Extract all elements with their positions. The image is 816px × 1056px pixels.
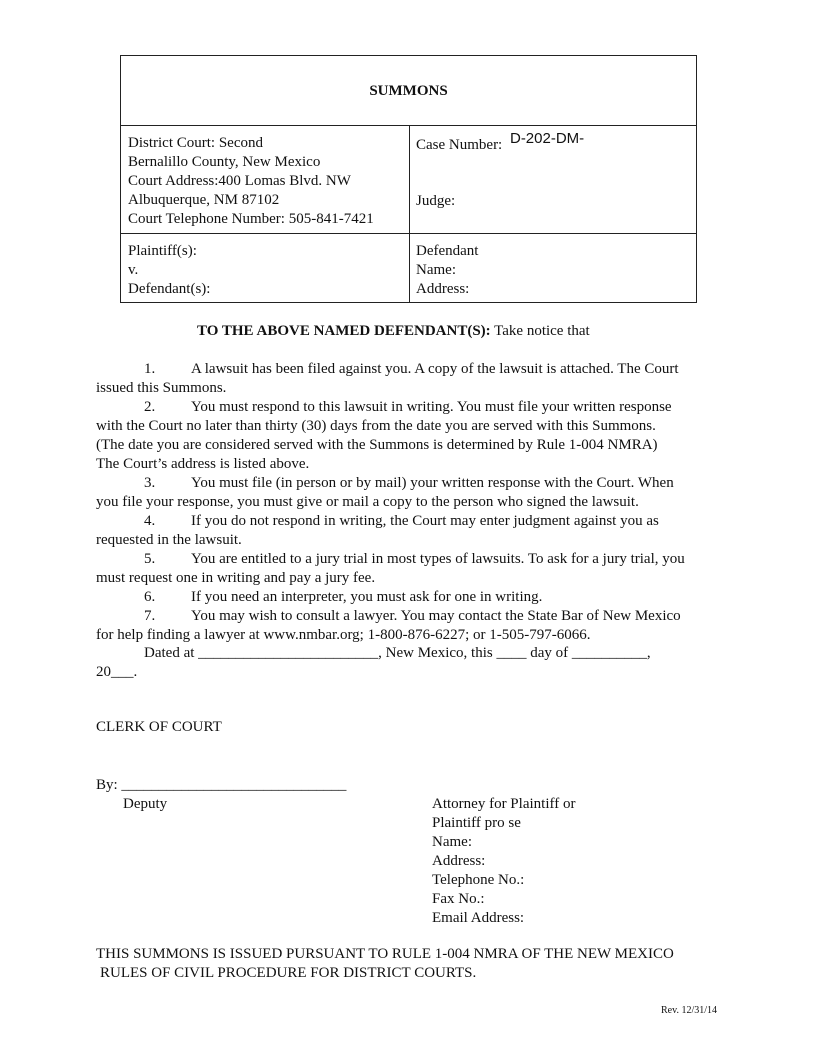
item-text-continued: (The date you are considered served with the Summons is determined by Rule 1-004 NMRA) <box>96 437 658 453</box>
deputy-label: Deputy <box>123 796 168 812</box>
case-number-row <box>416 130 585 155</box>
notice-item <box>96 607 726 626</box>
court-telephone: Court Telephone Number: 505-841-7421 <box>128 211 374 227</box>
versus-label: v. <box>128 262 139 278</box>
signature-line: By: ______________________________ <box>96 777 347 793</box>
item-number: 6. <box>144 589 156 605</box>
defendant-name-label: Name: <box>416 262 456 278</box>
item-text-continued: you file your response, you must give or mail a copy to the person who signed the lawsuit. <box>96 494 639 510</box>
attorney-telephone-label: Telephone No.: <box>432 872 525 888</box>
attorney-name-label: Name: <box>432 834 472 850</box>
court-county: Bernalillo County, New Mexico <box>128 154 321 170</box>
item-text-continued: issued this Summons. <box>96 380 227 396</box>
footer-line2: RULES OF CIVIL PROCEDURE FOR DISTRICT COURTS. <box>100 965 477 981</box>
notice-item <box>96 550 726 569</box>
court-info <box>128 134 374 229</box>
item-text: You may wish to consult a lawyer. You may contact the State Bar of New Mexico <box>191 608 681 624</box>
notice-item <box>96 588 726 607</box>
defendant-label: Defendant <box>416 243 479 259</box>
court-city: Albuquerque, NM 87102 <box>128 192 280 208</box>
notice-item <box>96 360 726 379</box>
footer-line1: THIS SUMMONS IS ISSUED PURSUANT TO RULE 1-004 NMRA OF THE NEW MEXICO <box>96 946 674 962</box>
dated-line: Dated at ________________________, New Mexico, this ____ day of __________, <box>144 645 651 661</box>
revision-date: Rev. 12/31/14 <box>661 1005 718 1016</box>
case-number-label: Case Number: <box>416 137 503 153</box>
notice-item <box>96 398 726 417</box>
notice-heading-rest: Take notice that <box>490 323 590 339</box>
item-number: 4. <box>144 513 156 529</box>
attorney-line2: Plaintiff pro se <box>432 815 521 831</box>
item-text: A lawsuit has been filed against you. A copy of the lawsuit is attached. The Court <box>191 361 679 377</box>
attorney-email-label: Email Address: <box>432 910 525 926</box>
notice-item <box>96 512 726 531</box>
item-number: 2. <box>144 399 156 415</box>
case-number-value: D-202-DM- <box>509 130 585 147</box>
clerk-title: CLERK OF COURT <box>96 719 222 735</box>
item-text-continued: for help finding a lawyer at www.nmbar.org; 1-800-876-6227; or 1-505-797-6066. <box>96 627 591 643</box>
item-number: 1. <box>144 361 156 377</box>
footer-statement <box>96 945 674 983</box>
item-text-continued: with the Court no later than thirty (30) days from the date you are served with this Summons. <box>96 418 656 434</box>
attorney-address-label: Address: <box>432 853 486 869</box>
item-text-continued: must request one in writing and pay a jury fee. <box>96 570 376 586</box>
item-text: You are entitled to a jury trial in most types of lawsuits. To ask for a jury trial, you <box>191 551 685 567</box>
defendant-cell <box>416 242 478 299</box>
attorney-block <box>432 795 575 928</box>
item-text: You must file (in person or by mail) your written response with the Court. When <box>191 475 674 491</box>
item-number: 7. <box>144 608 156 624</box>
attorney-line1: Attorney for Plaintiff or <box>432 796 576 812</box>
court-name: District Court: Second <box>128 135 263 151</box>
notice-items <box>96 360 726 645</box>
item-text-continued: requested in the lawsuit. <box>96 532 242 548</box>
court-address: Court Address:400 Lomas Blvd. NW <box>128 173 351 189</box>
defendant-address-label: Address: <box>416 281 470 297</box>
defendants-label: Defendant(s): <box>128 281 211 297</box>
item-text-continued: The Court’s address is listed above. <box>96 456 310 472</box>
document-title: SUMMONS <box>369 83 448 99</box>
dated-year: 20___. <box>96 664 138 680</box>
notice-heading-bold: TO THE ABOVE NAMED DEFENDANT(S): <box>197 323 491 339</box>
item-text: If you do not respond in writing, the Court may enter judgment against you as <box>191 513 659 529</box>
notice-item <box>96 474 726 493</box>
attorney-fax-label: Fax No.: <box>432 891 485 907</box>
dated-block <box>96 644 726 682</box>
judge-label: Judge: <box>416 193 456 209</box>
table-column-divider <box>409 125 410 302</box>
summons-header-table <box>120 55 697 303</box>
item-number: 5. <box>144 551 156 567</box>
item-text: You must respond to this lawsuit in writing. You must file your written response <box>191 399 672 415</box>
plaintiff-label: Plaintiff(s): <box>128 243 197 259</box>
notice-heading <box>197 322 590 341</box>
parties-cell <box>128 242 210 299</box>
item-text: If you need an interpreter, you must ask for one in writing. <box>191 589 543 605</box>
item-number: 3. <box>144 475 156 491</box>
